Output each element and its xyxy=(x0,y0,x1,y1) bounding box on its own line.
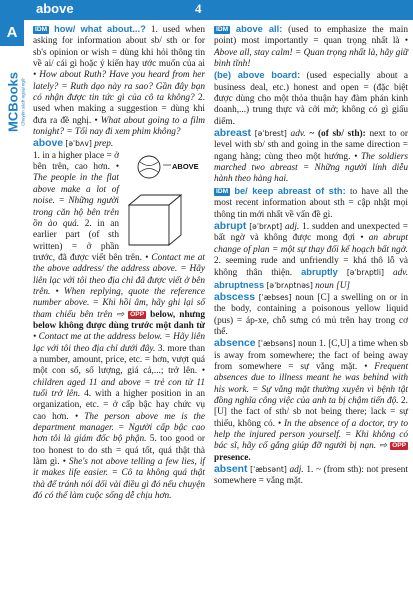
sense-text: 1. ~ (from sth): not present somewhere = vắng mặt. xyxy=(214,465,408,487)
sense-text: 3. more than a number, amount, price, etc. = hơn, vượt quá một con số, số lượng, giá cả,...; trở lên. xyxy=(33,343,206,377)
part-of-speech: adv. xyxy=(392,268,409,279)
running-headword: above xyxy=(36,1,74,16)
publisher-name: MCBooks xyxy=(5,72,21,132)
entry-above xyxy=(33,138,205,150)
part-of-speech: adv. xyxy=(290,129,306,140)
idiom-above-board xyxy=(214,70,408,128)
sense-text: 1. in a higher place = ở bên trên, cao hơn. xyxy=(33,150,119,173)
example-text: • She's not above telling a few lies, if it makes life easier. = Cô ta không quá thật thà để tránh nói dối vài điều gì đó nếu chuyện đó có thể làm cuộc sống dễ chịu hơn. xyxy=(33,457,206,502)
sense-text: 2. in an earlier part (of sth written) = ở phần trước, đã được viết bên trên. xyxy=(33,218,142,263)
entry-headword: abreast xyxy=(214,128,251,140)
example-text: • What about going to a film tonight? = Tối nay đi xem phim không? xyxy=(33,115,205,138)
example-text: • children aged 11 and above = trẻ con từ 11 tuổi trở lên. xyxy=(33,366,206,399)
sense-text: to have all the most recent information about sth = cập nhật mọi thông tin mới nhất về vấn đề gì. xyxy=(214,186,409,220)
idiom-how-about xyxy=(33,24,205,138)
opposite-text: presence. xyxy=(214,452,251,463)
part-of-speech: prep. xyxy=(94,139,114,150)
pronunciation: [ˈæbsənt] xyxy=(250,465,287,475)
entry-absent xyxy=(214,464,408,488)
entry-abreast xyxy=(214,128,408,186)
idiom-head: be/ keep abreast of sth: xyxy=(234,185,346,196)
entry-headword: abrupt xyxy=(214,220,247,232)
example-text: • Frequent absences due to illness meant he was behind with his work. = Sự vắng mặt thường xuyên vì bệnh tật đồng nghĩa công việc của anh ta bị chậm tiến độ. xyxy=(214,361,409,406)
sense-text: (used to emphasize the main point) most importantly = quan trọng nhất là xyxy=(214,25,408,47)
sense-text: 5. too good or too honest to do sth = quá tốt, quá thật thà làm gì. xyxy=(33,434,205,468)
sense-text: 4. with a higher position in an organization, etc. = ở cấp bậc hay chức vụ cao hơn. xyxy=(33,389,206,422)
entry-headword: above xyxy=(33,138,64,150)
right-column xyxy=(214,24,408,488)
sense-text: (used especially about a business deal, etc.) honest and open = (đặc biệt được dùng cho một thỏa thuận hay đàm phán kinh doanh,...) trung thực và cởi mở; không có gì giấu diếm. xyxy=(214,71,409,127)
derivative-head: abruptness xyxy=(214,279,265,290)
idm-tag: IDM xyxy=(216,26,229,33)
page-header xyxy=(0,0,413,20)
example-text: • The person above me is the department manager. = Người cấp bậc cao hơn tôi là giám đốc bộ phận. xyxy=(33,411,205,445)
sense-text: next to or level with sb/ sth and going in the same direction = ngang hàng; cùng theo một hướng. xyxy=(214,129,408,162)
above-illustration xyxy=(123,153,205,251)
example-text: • The people in the flat above make a lot of noise. = Những người trong căn hộ bên trên ồn ào quá. xyxy=(33,162,119,229)
example-text: • an abrupt change of plan = một sự thay đổi kế hoạch bất ngờ. xyxy=(214,233,409,255)
pronunciation: [əˈbrest] xyxy=(254,129,287,139)
pattern: ~ (of sb/ sth): xyxy=(309,129,366,140)
entry-headword: abscess xyxy=(214,291,256,303)
pronunciation: [əˈbʌv] xyxy=(65,139,92,149)
derivative-head: abruptly xyxy=(301,267,338,278)
pronunciation: [ˈæbsəns] xyxy=(257,339,296,349)
pronunciation: [əˈbrʌptnəs] xyxy=(266,280,313,290)
left-column xyxy=(33,24,205,502)
sense-text: 2. used when making a suggestion = dùng khi đưa ra đề nghị. xyxy=(33,93,206,126)
figure-label: ABOVE xyxy=(172,161,199,171)
sense-text: noun 1. [C,U] a time when sb is away from somewhere; the fact of being away from somewhere = sự vắng mặt. xyxy=(214,339,409,372)
sense-text: 1. used when asking for information about sb/ sth or for sb's opinion or wish = dùng khi hỏi thông tin về ai/ cái gì hoặc ý kiến hay ước muốn của ai xyxy=(33,25,206,70)
part-of-speech: noun [U] xyxy=(315,280,351,291)
example-text: • How about Ruth? Have you heard from her lately? = Ruth dạo này ra sao? Gần đây bạn có nhận được tin tức gì của cô ta không? xyxy=(33,70,205,104)
part-of-speech: adj. xyxy=(285,221,300,232)
example-text: • The soldiers marched two abreast = Những người lính diễu hành theo hàng hai. xyxy=(214,151,409,185)
example-text: • Contact me at the above address/ the address above. = Hãy liên lạc với tôi theo địa chỉ đã được viết ở bên trên. • When replying, quote the reference number above. = Khi hồi âm, hãy ghi lại số tham chiếu bên trên ⇨ xyxy=(33,252,205,320)
opp-tag: OPP xyxy=(392,442,406,450)
entry-headword: absence xyxy=(214,338,256,350)
page-number: 4 xyxy=(195,1,202,16)
publisher-logo xyxy=(2,52,26,152)
entry-abrupt xyxy=(214,221,408,292)
entry-abscess xyxy=(214,292,408,338)
sense-text: noun [C] a swelling on or in the body, containing a poisonous yellow liquid (pus) = áp-xe, chỗ sưng có mủ trên hay trong cơ thể. xyxy=(214,292,408,337)
part-of-speech: adj. xyxy=(289,465,304,476)
idiom-head: how/ what about...? xyxy=(54,24,146,34)
idiom-keep-abreast xyxy=(214,186,408,221)
pronunciation: [ˈæbses] xyxy=(258,292,292,302)
idm-tag: IDM xyxy=(35,26,48,33)
idiom-head: above all: xyxy=(235,24,283,34)
entry-absence xyxy=(214,338,408,464)
sense-text: 2. seeming rude and unfriendly = khá thô lỗ và không thân thiện. xyxy=(214,255,408,279)
letter-tab: A xyxy=(0,20,24,46)
opp-tag: OPP xyxy=(130,310,145,318)
pronunciation: [əˈbrʌptli] xyxy=(346,268,384,278)
example-text: • In the absence of a doctor, try to help the injured person yourself. = Khi không có bác sĩ, hãy cố gắng giúp đỡ người bị nạn. ⇨ xyxy=(214,418,408,452)
example-text: • Contact me at the address below. = Hãy liên lạc với tôi theo địa chỉ dưới đây. xyxy=(33,332,205,354)
sense-text: 1. sudden and unexpected = bất ngờ và không được mong đợi xyxy=(214,221,408,244)
opposite-text: below, nhưng below không được dùng trước một danh từ xyxy=(33,309,206,331)
idiom-head: (be) above board: xyxy=(214,70,301,81)
idiom-above-all xyxy=(214,24,408,70)
idm-tag: IDM xyxy=(216,187,229,195)
example-text: • Above all, stay calm! = Quan trọng nhất là, hãy giữ bình tĩnh! xyxy=(214,36,409,70)
pronunciation: [əˈbrʌpt] xyxy=(249,221,283,231)
sense-text: 2. [U] the fact of sth/ sb not being there; lack = sự thiếu, không có. xyxy=(214,396,409,429)
entry-headword: absent xyxy=(214,464,248,476)
publisher-tagline: Chuyên sách ngoại ngữ xyxy=(20,78,26,126)
